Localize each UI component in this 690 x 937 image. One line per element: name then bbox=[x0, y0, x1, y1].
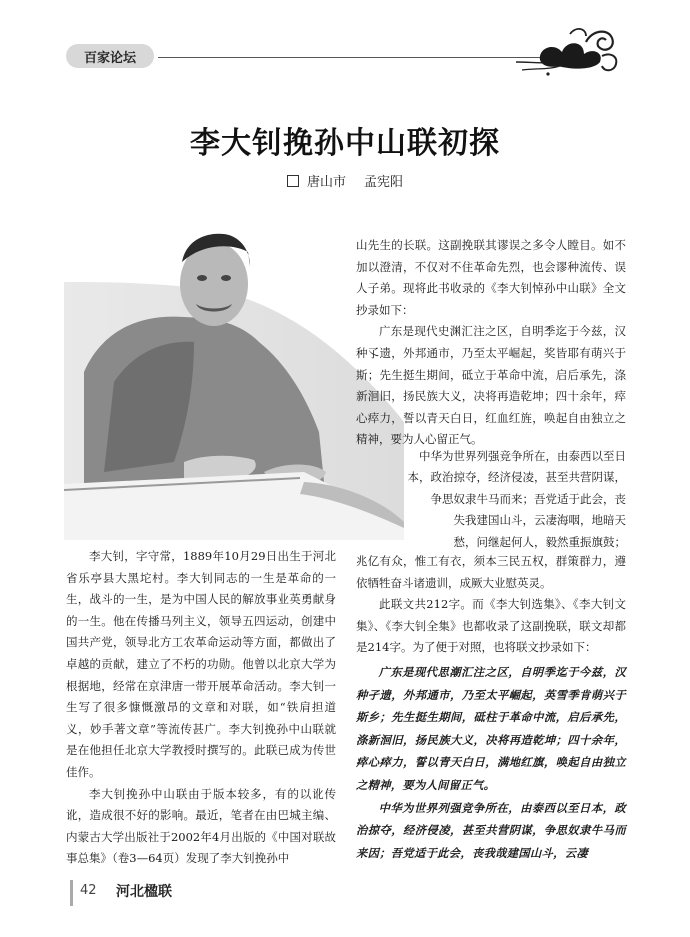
byline-author: 孟宪阳 bbox=[364, 175, 404, 190]
comparison-paragraph: 此联文共212字。而《李大钊选集》、《李大钊文集》、《李大钊全集》也都收录了这副挽联，联文却都是214字。为了便于对照，也将联文抄录如下： bbox=[356, 597, 626, 655]
byline-place: 唐山市 bbox=[306, 175, 346, 190]
cloud-ornament-icon bbox=[512, 22, 622, 80]
section-tab: 百家论坛 bbox=[66, 44, 154, 68]
portrait-photo bbox=[64, 222, 404, 540]
square-bullet-icon bbox=[287, 175, 299, 187]
footer-bar bbox=[70, 880, 73, 906]
right-column-top bbox=[356, 235, 626, 451]
couplet-first-line: 广东是现代史渊汇注之区，自明季迄于今兹，汉种孓遗，外邦通市，乃至太平崛起，奖皆耶有萌兴于斯；先生挺生期间，砥立于革命中流，启后承先，涤新洄旧，扬民族大义，决将再造乾坤；四十余年，瘁心瘁力，誓以青天白日，红血红旌，唤起自由独立之精神，要为人心留正气。 bbox=[356, 324, 626, 447]
calligraphy-couplet-1: 广东是现代思潮汇注之区，自明季迄于今兹，汉种孑遗，外邦通市，乃至太平崛起，英雪季肯萌兴于斯乡；先生挺生期间，砥柱于革命中流，启后承先，涤新洄旧，扬民族大义，决将再造乾坤；四十余年，瘁心瘁力，誓以青天白日，满地红旗，唤起自由独立之精神，要为人间留正气。 bbox=[356, 665, 626, 792]
biography-paragraph: 李大钊，字守常，1889年10月29日出生于河北省乐亭县大黑坨村。李大钊同志的一生是革命的一生，战斗的一生，是为中国人民的解放事业英勇献身的一生。他在传播马列主义，领导五四运动，创建中国共产党，领导北方工农革命运动等方面，都做出了卓越的贡献，建立了不朽的功勋。他曾以北京大学为根据地，经常在京津唐一带开展革命活动。李大钊一生写了很多慷慨激昂的文章和对联，如“铁肩担道义，妙手著文章”等流传甚广。李大钊挽孙中山联就是在他担任北京大学教授时撰写的。此联已成为传世佳作。 bbox=[66, 549, 336, 779]
couplet-second-line-5: 愁，问继起何人，毅然重振旗鼓； bbox=[453, 535, 626, 549]
couplet-second-line-4: 失我建国山斗，云凄海咽，地暗天 bbox=[453, 513, 626, 527]
left-column bbox=[66, 546, 336, 870]
article-title: 李大钊挽孙中山联初探 bbox=[190, 126, 500, 161]
header-rule bbox=[158, 57, 543, 58]
right-column-bottom bbox=[356, 551, 626, 865]
byline bbox=[0, 171, 690, 190]
page-number: 42 bbox=[80, 883, 97, 898]
magazine-name: 河北楹联 bbox=[116, 884, 172, 900]
calligraphy-couplet-2: 中华为世界列强竞争所在，由泰西以至日本，政治掠夺，经济侵凌，甚至共营阴谋，争思奴隶牛马而来因；吾党适于此会，丧我哉建国山斗，云凄 bbox=[356, 801, 626, 860]
couplet-second-line-1: 中华为世界列强竞争所在，由泰西以至日 bbox=[419, 449, 626, 463]
intro-paragraph: 山先生的长联。这副挽联其谬误之多令人瞠目。如不加以澄清，不仅对不住革命先烈，也会谬种流传、误人子弟。现将此书收录的《李大钊悼孙中山联》全文抄录如下： bbox=[356, 238, 626, 317]
couplet-continuation: 兆亿有众，惟工有衣，须本三民五权，群策群力，遵依牺牲奋斗诸遗训，成厥大业慰英灵。 bbox=[356, 554, 626, 590]
versions-paragraph: 李大钊挽孙中山联由于版本较多，有的以讹传讹，造成很不好的影响。最近，笔者在由巴城主编、内蒙古大学出版社于2002年4月出版的《中国对联故事总集》（卷3—64页）发现了李大钊挽孙中 bbox=[66, 786, 336, 866]
couplet-second-line-3: 争思奴隶牛马而来；吾党适于此会，丧 bbox=[430, 492, 626, 506]
couplet-second-line-2: 本，政治掠夺，经济侵凌，甚至共营阴谋， bbox=[407, 470, 626, 484]
